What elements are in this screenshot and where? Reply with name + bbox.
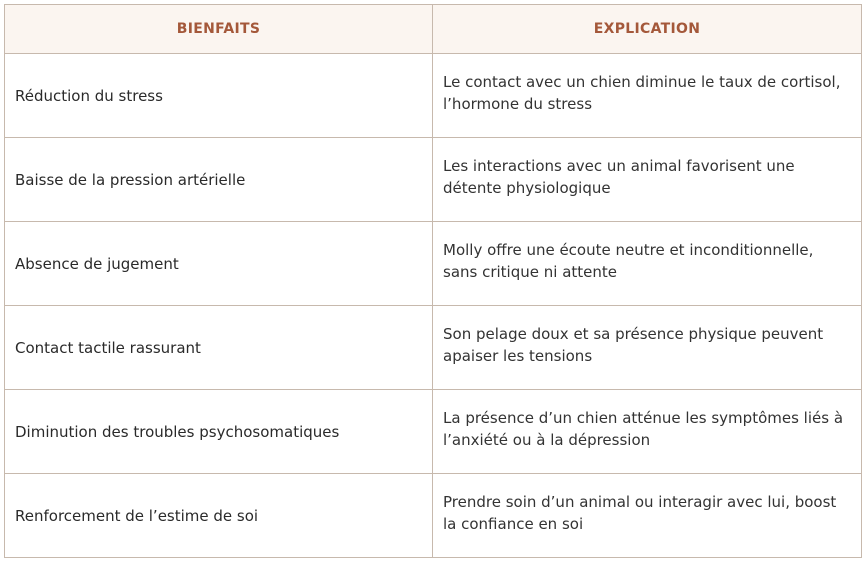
header-explanation: EXPLICATION [433, 5, 862, 54]
table-header-row [5, 5, 862, 54]
explanation-cell: La présence d’un chien atténue les symptômes liés à l’anxiété ou à la dépression [433, 390, 862, 474]
explanation-cell: Le contact avec un chien diminue le taux de cortisol, l’hormone du stress [433, 54, 862, 138]
explanation-cell: Prendre soin d’un animal ou interagir avec lui, boost la confiance en soi [433, 474, 862, 558]
explanation-cell: Molly offre une écoute neutre et inconditionnelle, sans critique ni attente [433, 222, 862, 306]
benefit-cell: Absence de jugement [5, 222, 433, 306]
benefit-cell: Renforcement de l’estime de soi [5, 474, 433, 558]
table-row [5, 306, 862, 390]
table-row [5, 222, 862, 306]
benefit-cell: Diminution des troubles psychosomatiques [5, 390, 433, 474]
table-row [5, 390, 862, 474]
benefit-cell: Contact tactile rassurant [5, 306, 433, 390]
benefit-cell: Baisse de la pression artérielle [5, 138, 433, 222]
table-row [5, 54, 862, 138]
table-row [5, 138, 862, 222]
explanation-cell: Les interactions avec un animal favorisent une détente physiologique [433, 138, 862, 222]
benefits-table-container [4, 4, 861, 558]
benefit-cell: Réduction du stress [5, 54, 433, 138]
table-row [5, 474, 862, 558]
explanation-cell: Son pelage doux et sa présence physique peuvent apaiser les tensions [433, 306, 862, 390]
header-benefits: BIENFAITS [5, 5, 433, 54]
benefits-table [4, 4, 862, 558]
